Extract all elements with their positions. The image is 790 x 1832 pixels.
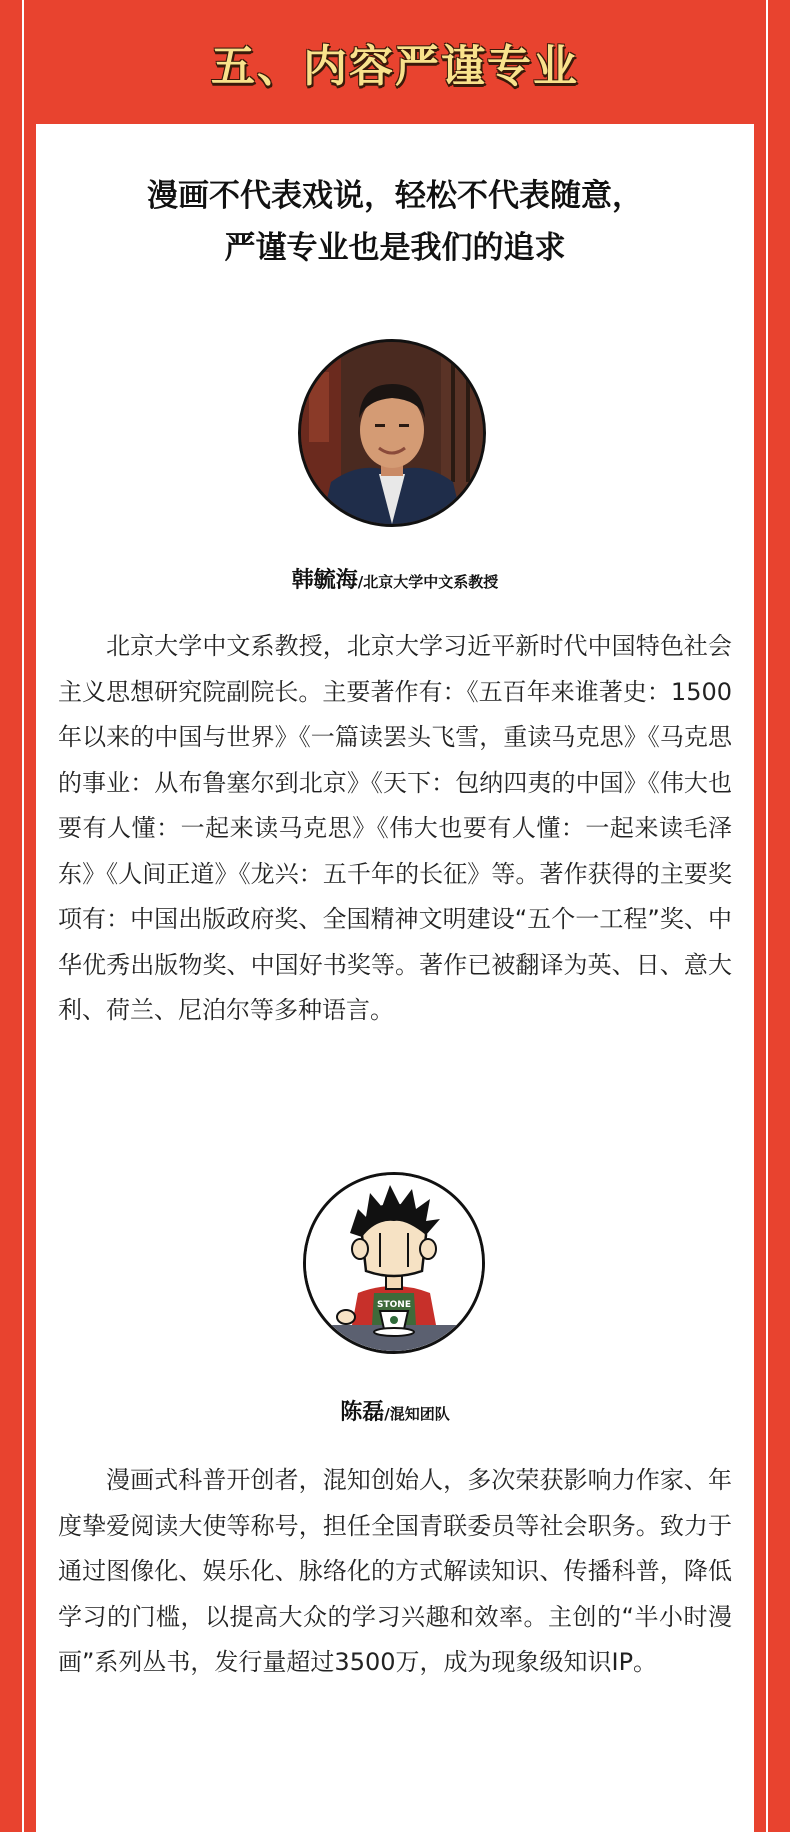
section-tagline [36, 170, 754, 274]
profile-2-name: 陈磊 [340, 1400, 385, 1425]
tagline-line-1: 漫画不代表戏说，轻松不代表随意， [147, 178, 643, 214]
profile-1-bio: 北京大学中文系教授，北京大学习近平新时代中国特色社会主义思想研究院副院长。主要著作有：《五百年来谁著史：1500年以来的中国与世界》《一篇读罢头飞雪，重读马克思》《马克思的事业：从布鲁塞尔到北京》《天下：包纳四夷的中国》《伟大也要有人懂：一起来读马克思》《伟大也要有人懂：一起来读毛泽东》《人间正道》《龙兴：五千年的长征》等。著作获得的主要奖项有：中国出版政府奖、全国精神文明建设“五个一工程”奖、中华优秀出版物奖、中国好书奖等。著作已被翻译为英、日、意大利、荷兰、尼泊尔等多种语言。 [58, 632, 732, 1024]
content-card [36, 0, 754, 1832]
profile-1-name-line [36, 563, 754, 594]
avatar-photo [298, 339, 486, 527]
avatar-cartoon [303, 1172, 485, 1354]
profile-1-name: 韩毓海 [291, 568, 358, 593]
profile-2-bio: 漫画式科普开创者，混知创始人，多次荣获影响力作家、年度挚爱阅读大使等称号，担任全国青联委员等社会职务。致力于通过图像化、娱乐化、脉络化的方式解读知识、传播科普，降低学习的门槛，以提高大众的学习兴趣和效率。主创的“半小时漫画”系列丛书，发行量超过3500万，成为现象级知识IP。 [58, 1466, 732, 1676]
profile-1-title: /北京大学中文系教授 [357, 573, 499, 591]
shirt-text: STONE [377, 1300, 411, 1310]
section-title: 五、内容严谨专业 [211, 41, 579, 92]
cartoon-character-illustration [306, 1175, 482, 1351]
tagline-line-2: 严谨专业也是我们的追求 [224, 230, 566, 266]
frame-border-right [766, 0, 768, 1832]
section-header [36, 0, 754, 124]
portrait-photo-illustration [301, 342, 483, 524]
frame-border-left [22, 0, 24, 1832]
profile-2-name-line [36, 1395, 754, 1426]
profile-2-title: /混知团队 [384, 1405, 450, 1423]
